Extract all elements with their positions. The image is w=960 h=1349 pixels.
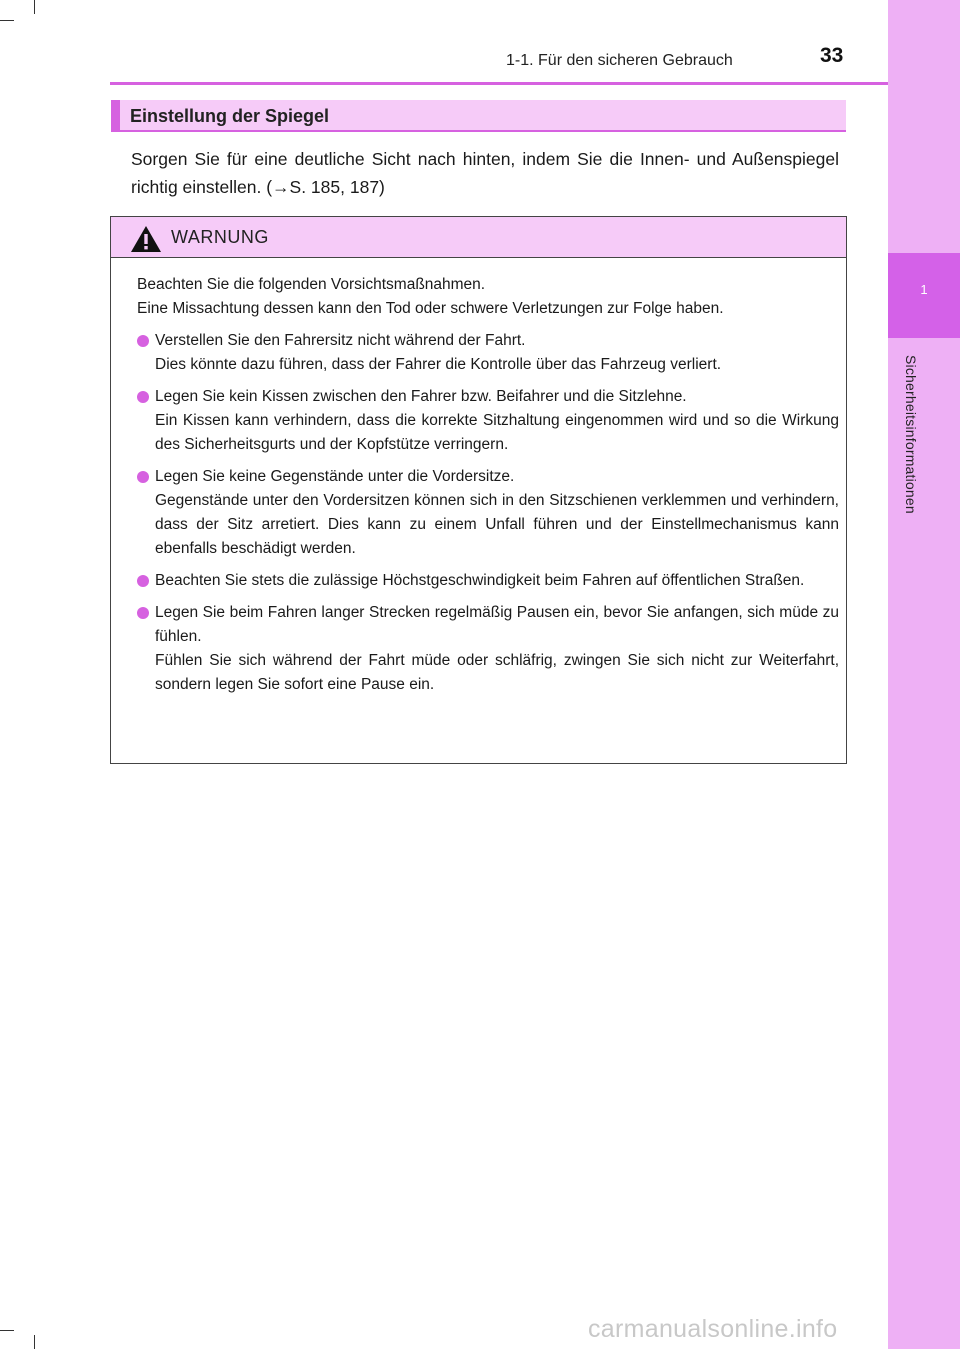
header-rule [110,82,888,85]
warning-title: WARNUNG [171,227,269,247]
warning-item [137,465,839,561]
warning-item-text: Ein Kissen kann verhindern, dass die korrekte Sitzhaltung eingenommen wird und so die Wirkung des Sicherheitsgurts und der Kopfstütze verringern. [155,412,839,453]
warning-item-heading: Beachten Sie stets die zulässige Höchstgeschwindigkeit beim Fahren auf öffentlichen Straßen. [155,572,805,589]
crop-mark [34,0,35,14]
bullet-dot-icon [137,391,149,403]
running-header: 1-1. Für den sicheren Gebrauch [506,52,733,69]
warning-item [137,601,839,697]
section-heading: Einstellung der Spiegel [130,106,330,126]
section-intro: Sorgen Sie für eine deutliche Sicht nach hinten, indem Sie die Innen- und Außenspiegel richtig einstellen. (→S. 185, 187) [131,149,839,197]
bullet-dot-icon [137,335,149,347]
bullet-dot-icon [137,575,149,587]
crop-mark [0,1330,14,1331]
warning-intro-line: Eine Missachtung dessen kann den Tod oder schwere Verletzungen zur Folge haben. [137,300,724,317]
chapter-label: Sicherheitsinformationen [903,355,919,514]
bullet-dot-icon [137,471,149,483]
warning-item-text: Gegenstände unter den Vordersitzen können sich in den Sitzschienen verklemmen und verhindern, dass der Sitz arretiert. Dies kann zu einem Unfall führen und der Einstellmechanismus kann ebenfalls beschädigt werden. [155,492,839,557]
bullet-dot-icon [137,607,149,619]
warning-item-heading: Legen Sie keine Gegenstände unter die Vordersitze. [155,468,515,485]
chapter-side-tab [888,0,960,1349]
warning-item-text: Fühlen Sie sich während der Fahrt müde oder schläfrig, zwingen Sie sich nicht zur Weiterfahrt, sondern legen Sie sofort eine Pause ein. [155,652,839,693]
warning-item [137,329,839,377]
warning-box [110,216,847,764]
warning-item [137,569,839,593]
warning-item-heading: Verstellen Sie den Fahrersitz nicht während der Fahrt. [155,332,526,349]
warning-intro-line: Beachten Sie die folgenden Vorsichtsmaßnahmen. [137,276,486,293]
warning-item-heading: Legen Sie kein Kissen zwischen den Fahrer bzw. Beifahrer und die Sitzlehne. [155,388,687,405]
page-number: 33 [820,44,844,67]
watermark[interactable]: carmanualsonline.info [588,1315,838,1343]
warning-body [137,273,839,697]
warning-triangle-icon [129,224,163,254]
warning-item-heading: Legen Sie beim Fahren langer Strecken regelmäßig Pausen ein, bevor Sie anfangen, sich müde zu fühlen. [155,604,839,645]
warning-item-text: Dies könnte dazu führen, dass der Fahrer die Kontrolle über das Fahrzeug verliert. [155,356,722,373]
crop-mark [34,1335,35,1349]
section-heading-bar [111,100,846,132]
crop-mark [0,20,14,21]
warning-header [111,217,846,258]
warning-item [137,385,839,457]
chapter-number: 1 [920,282,928,297]
